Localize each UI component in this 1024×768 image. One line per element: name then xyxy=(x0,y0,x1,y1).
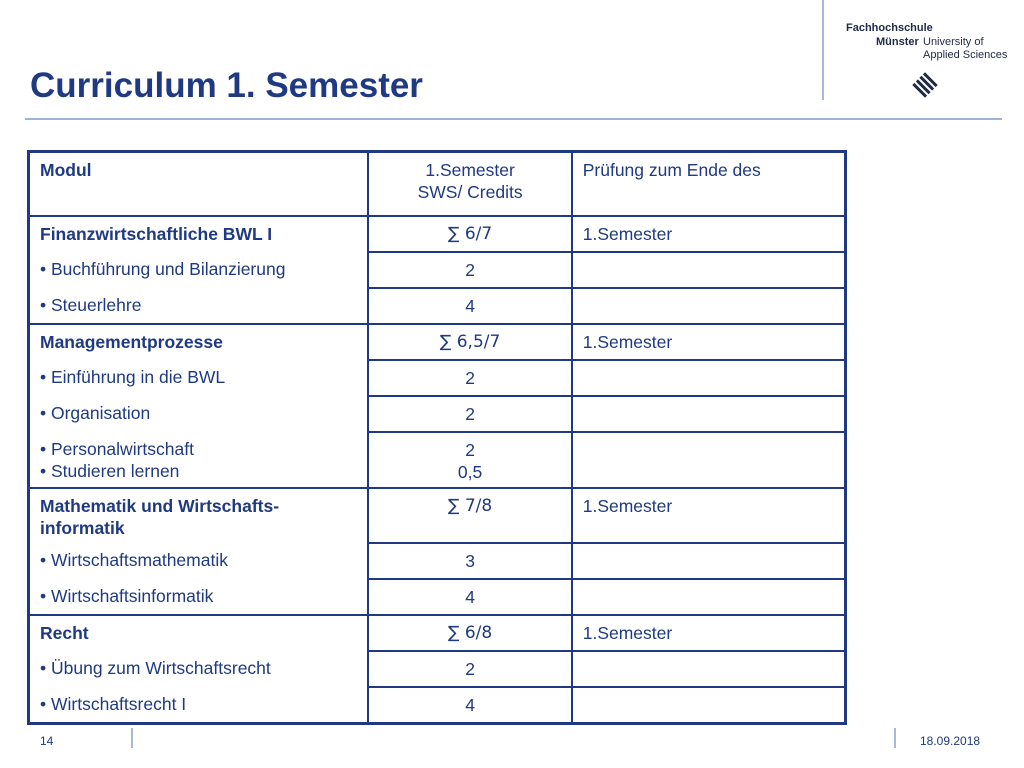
page-title: Curriculum 1. Semester xyxy=(30,66,423,105)
module-sum: ∑ 6/8 xyxy=(368,615,571,651)
header-module: Modul xyxy=(29,152,369,217)
table-row xyxy=(29,543,846,579)
page-number: 14 xyxy=(40,734,54,748)
table-row xyxy=(29,615,846,651)
submodule-label: • Buchführung und Bilanzierung xyxy=(29,252,369,288)
university-logo xyxy=(846,22,1016,112)
curriculum-table xyxy=(27,150,847,725)
table-row xyxy=(29,488,846,543)
submodule-value: 4 xyxy=(368,579,571,615)
submodule-label: • Organisation xyxy=(29,396,369,432)
submodule-value: 2 xyxy=(368,396,571,432)
table-row xyxy=(29,252,846,288)
submodule-label: • Wirtschaftsinformatik xyxy=(29,579,369,615)
submodule-exam xyxy=(572,543,846,579)
submodule-label-pair xyxy=(29,432,369,488)
table-row xyxy=(29,216,846,252)
submodule-value-pair xyxy=(368,432,571,488)
table-row xyxy=(29,396,846,432)
submodule-exam xyxy=(572,396,846,432)
table-row xyxy=(29,360,846,396)
table-row xyxy=(29,288,846,324)
submodule-value: 4 xyxy=(368,687,571,724)
submodule-value: 0,5 xyxy=(457,462,483,482)
submodule-exam xyxy=(572,687,846,724)
submodule-label: • Steuerlehre xyxy=(29,288,369,324)
module-exam: 1.Semester xyxy=(572,615,846,651)
logo-line-1: Fachhochschule xyxy=(846,22,933,34)
submodule-value: 4 xyxy=(368,288,571,324)
module-exam: 1.Semester xyxy=(572,216,846,252)
table-row xyxy=(29,324,846,360)
header-divider xyxy=(25,118,1002,120)
submodule-label: • Übung zum Wirtschaftsrecht xyxy=(29,651,369,687)
footer-divider-right xyxy=(894,728,896,748)
table-row xyxy=(29,651,846,687)
module-sum: ∑ 6/7 xyxy=(368,216,571,252)
module-sum: ∑ 6,5/7 xyxy=(368,324,571,360)
submodule-value: 2 xyxy=(368,651,571,687)
submodule-exam xyxy=(572,360,846,396)
header-vertical-divider xyxy=(822,0,824,100)
submodule-exam xyxy=(572,252,846,288)
header-semester: 1.Semester SWS/ Credits xyxy=(368,152,571,217)
submodule-label: • Wirtschaftsrecht I xyxy=(29,687,369,724)
footer-divider-left xyxy=(131,728,133,748)
table-row xyxy=(29,687,846,724)
module-name: Managementprozesse xyxy=(29,324,369,360)
submodule-label: • Personalwirtschaft xyxy=(40,439,194,459)
module-exam: 1.Semester xyxy=(572,324,846,360)
submodule-exam xyxy=(572,579,846,615)
submodule-value: 3 xyxy=(368,543,571,579)
header-exam: Prüfung zum Ende des xyxy=(572,152,846,217)
table-row xyxy=(29,579,846,615)
logo-line-4: Applied Sciences xyxy=(923,49,1008,61)
slide-date: 18.09.2018 xyxy=(920,734,981,748)
table-row xyxy=(29,432,846,488)
submodule-value: 2 xyxy=(368,252,571,288)
submodule-value: 2 xyxy=(465,440,475,460)
submodule-value: 2 xyxy=(368,360,571,396)
logo-line-3: University of xyxy=(923,36,984,48)
module-name: Mathematik und Wirtschafts- informatik xyxy=(29,488,369,543)
submodule-exam xyxy=(572,432,846,488)
submodule-exam xyxy=(572,288,846,324)
module-name: Recht xyxy=(29,615,369,651)
module-sum: ∑ 7/8 xyxy=(368,488,571,543)
submodule-label: • Einführung in die BWL xyxy=(29,360,369,396)
logo-mark-icon xyxy=(912,72,938,98)
table-header-row xyxy=(29,152,846,217)
submodule-label: • Wirtschaftsmathematik xyxy=(29,543,369,579)
submodule-label: • Studieren lernen xyxy=(40,461,180,481)
module-exam: 1.Semester xyxy=(572,488,846,543)
submodule-exam xyxy=(572,651,846,687)
logo-line-2: Münster xyxy=(876,36,919,48)
module-name: Finanzwirtschaftliche BWL I xyxy=(29,216,369,252)
